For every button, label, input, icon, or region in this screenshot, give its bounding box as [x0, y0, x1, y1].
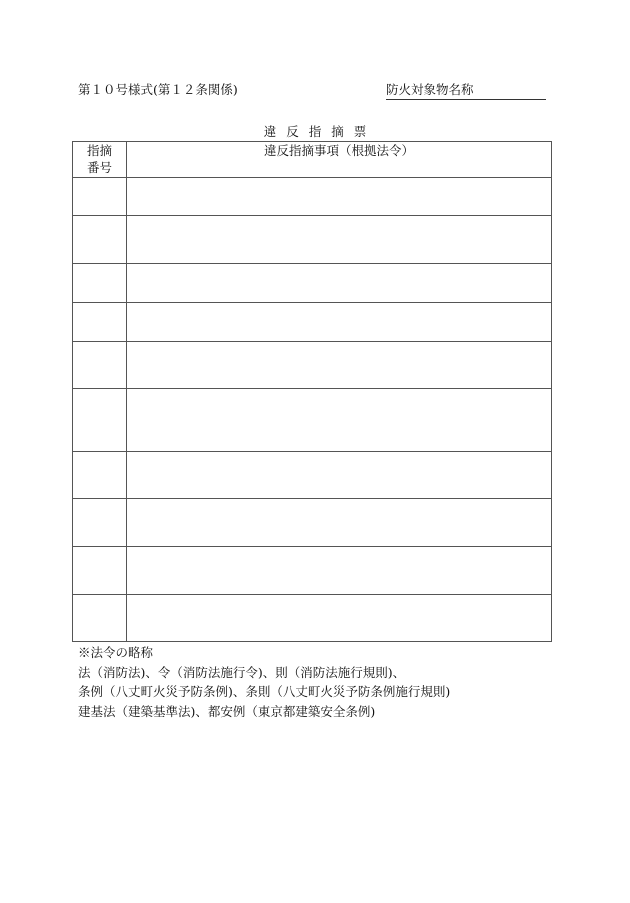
content-cell[interactable] — [127, 216, 552, 264]
number-cell[interactable] — [73, 264, 127, 303]
header-number — [73, 142, 127, 178]
content-cell[interactable] — [127, 547, 552, 595]
document-title — [0, 122, 630, 140]
abbreviation-notes — [78, 643, 450, 721]
number-cell[interactable] — [73, 547, 127, 595]
table-header-row — [73, 142, 552, 178]
title-char: 違 — [263, 124, 277, 139]
notes-line: 法（消防法)、令（消防法施行令)、則（消防法施行規則)、 — [78, 664, 406, 680]
violation-table — [72, 141, 552, 642]
table-row — [73, 216, 552, 264]
form-number: 第１０号様式(第１２条関係) — [78, 82, 238, 97]
content-cell[interactable] — [127, 303, 552, 342]
title-char: 票 — [353, 124, 367, 139]
number-cell[interactable] — [73, 389, 127, 452]
content-cell[interactable] — [127, 264, 552, 303]
number-cell[interactable] — [73, 216, 127, 264]
target-name-field: 防火対象物名称 — [386, 80, 546, 100]
content-cell[interactable] — [127, 452, 552, 499]
number-cell[interactable] — [73, 342, 127, 389]
table-row — [73, 342, 552, 389]
title-char: 摘 — [331, 124, 344, 139]
notes-line: 建基法（建築基準法)、都安例（東京都建築安全条例) — [78, 703, 376, 719]
number-cell[interactable] — [73, 452, 127, 499]
table-row — [73, 303, 552, 342]
notes-heading: ※法令の略称 — [78, 645, 154, 660]
title-char: 反 — [286, 124, 299, 139]
content-cell[interactable] — [127, 595, 552, 642]
table-row — [73, 389, 552, 452]
content-cell[interactable] — [127, 499, 552, 547]
number-cell[interactable] — [73, 303, 127, 342]
table-row — [73, 499, 552, 547]
content-cell[interactable] — [127, 389, 552, 452]
table-row — [73, 264, 552, 303]
content-cell[interactable] — [127, 342, 552, 389]
number-cell[interactable] — [73, 499, 127, 547]
table-row — [73, 178, 552, 216]
content-cell[interactable] — [127, 178, 552, 216]
header-number-line2: 番号 — [86, 160, 112, 175]
number-cell[interactable] — [73, 595, 127, 642]
table-row — [73, 452, 552, 499]
number-cell[interactable] — [73, 178, 127, 216]
header-content: 違反指摘事項（根拠法令） — [127, 142, 552, 178]
title-char: 指 — [308, 124, 322, 139]
table-row — [73, 547, 552, 595]
table-row — [73, 595, 552, 642]
notes-line: 条例（八丈町火災予防条例)、条則（八丈町火災予防条例施行規則) — [78, 684, 451, 699]
header-number-line1: 指摘 — [86, 143, 112, 158]
